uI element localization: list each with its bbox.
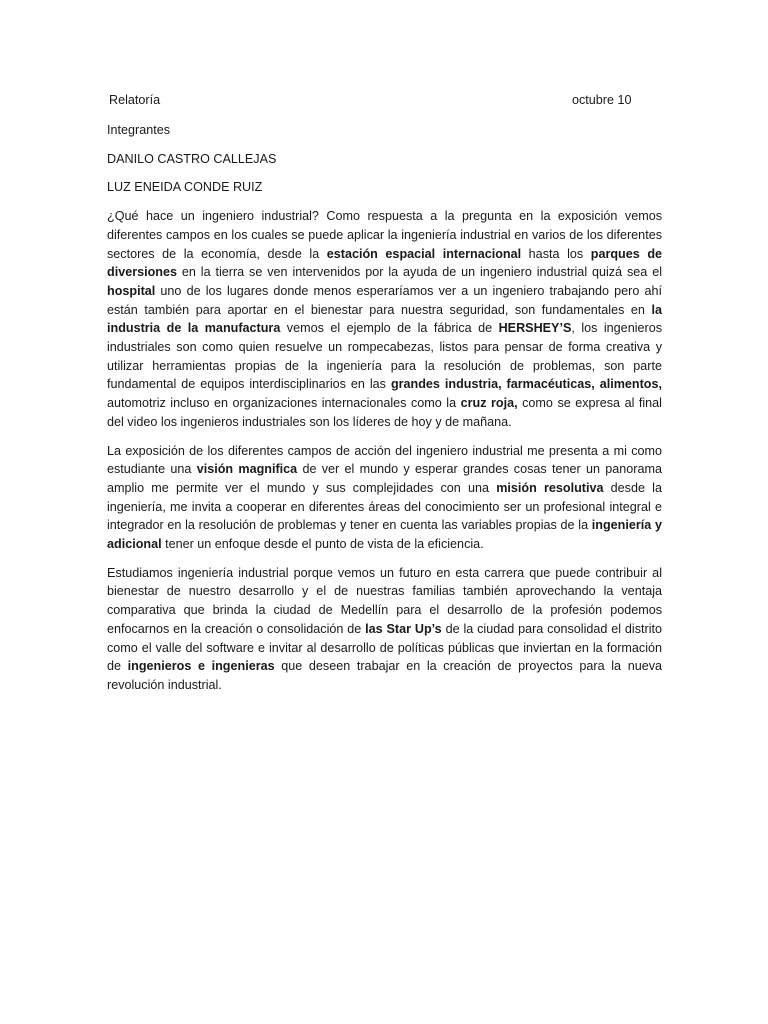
bold-text-run: estación espacial internacional — [326, 246, 522, 261]
text-run: en la tierra se ven intervenidos por la ayuda de un ingeniero industrial quizá sea el — [177, 265, 662, 280]
bold-text-run: cruz roja, — [460, 396, 518, 411]
members-label: Integrantes — [107, 123, 171, 137]
bold-text-run: ingeniería y adicional — [107, 518, 662, 552]
member-name: LUZ ENEIDA CONDE RUIZ — [107, 180, 263, 195]
paragraph — [107, 442, 662, 554]
bold-text-run: la industria de la manufactura — [107, 302, 662, 336]
bold-text-run: las Star Up’s — [365, 621, 442, 636]
text-run: desde la ingeniería, me invita a cooperar en diferentes áreas del conocimiento ser un profesional integral e integrador en la resolución de problemas y tener en cuenta las variables propias de la — [107, 480, 662, 533]
text-run: de la ciudad para consolidad el distrito como el valle del software e invitar al desarrollo de políticas públicas que inviertan en la formación de — [107, 621, 663, 674]
document-date: octubre 10 — [572, 93, 632, 107]
bold-text-run: HERSHEY’S — [498, 321, 572, 336]
paragraph — [107, 207, 662, 431]
bold-text-run: parques de diversiones — [107, 246, 663, 280]
bold-text-run: ingenieros e ingenieras — [127, 659, 275, 674]
paragraph — [107, 564, 662, 695]
text-run: , los ingenieros industriales son como quien resuelve un rompecabezas, listos para pensar de forma creativa y utilizar herramientas propias de la ingeniería para la resolución de problemas, son parte fundamental de equipos interdisciplinarios en las — [107, 321, 662, 392]
text-run: vemos el ejemplo de la fábrica de — [280, 321, 499, 336]
document-title: Relatoría — [109, 93, 161, 107]
bold-text-run: grandes industria, farmacéuticas, alimentos, — [390, 377, 662, 392]
bold-text-run: misión resolutiva — [496, 480, 604, 495]
text-run: de ver el mundo y esperar grandes cosas tener un panorama amplio me permite ver el mundo y sus complejidades con una — [107, 462, 662, 495]
text-run: Estudiamos ingeniería industrial porque vemos un futuro en esta carrera que puede contribuir al bienestar de nuestro desarrollo y el de nuestras familias también aprovechando la ventaja comparativa que brinda la ciudad de Medellín para el desarrollo de la profesión podemos enfocarnos en la creación o consolidación de — [107, 565, 662, 636]
text-run: que deseen trabajar en la creación de proyectos para la nueva revolución industrial. — [107, 659, 663, 692]
header-row — [107, 91, 662, 110]
text-run: automotriz incluso en organizaciones internacionales como la — [107, 396, 461, 411]
document-body — [107, 91, 662, 705]
text-run: uno de los lugares donde menos esperaríamos ver a un ingeniero trabajando pero ahí están también para aportar en el bienestar para nuestra seguridad, son fundamentales en — [107, 283, 662, 317]
text-run: La exposición de los diferentes campos de acción del ingeniero industrial me presenta a mi como estudiante una — [107, 443, 662, 477]
bold-text-run: visión magnifica — [196, 462, 298, 477]
text-run: ¿Qué hace un ingeniero industrial? Como respuesta a la pregunta en la exposición vemos diferentes campos en los cuales se puede aplicar la ingeniería industrial en varios de los diferentes sectores de la economía, desde la — [107, 209, 662, 261]
member-name: DANILO CASTRO CALLEJAS — [107, 151, 277, 166]
text-run: hasta los — [521, 246, 591, 261]
text-run: tener un enfoque desde el punto de vista de la eficiencia. — [161, 537, 484, 552]
text-run: como se expresa al final del video los ingenieros industriales son los líderes de hoy y de mañana. — [107, 396, 662, 429]
bold-text-run: hospital — [107, 283, 156, 298]
